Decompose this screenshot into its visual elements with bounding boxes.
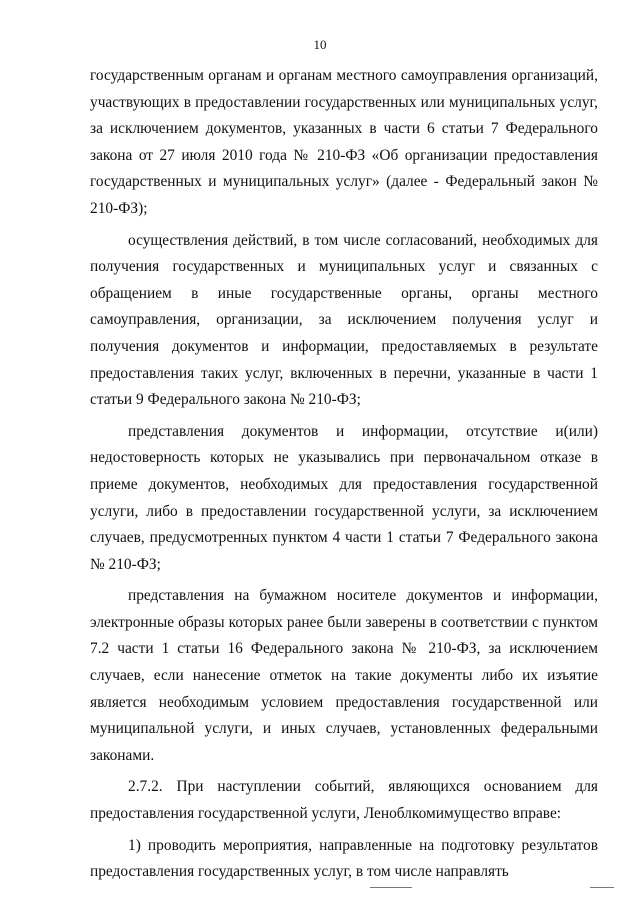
paragraph-2: осуществления действий, в том числе согласований, необходимых для получения государственных и муниципальных услуг и связанных с обращением в иные государственные органы, органы местного самоуправления, организации, за исключением получения услуг и получения документов и информации, предоставляемых в результате предоставления таких услуг, включенных в перечни, указанные в части 1 статьи 9 Федерального закона № 210-ФЗ; (90, 231, 598, 409)
document-body (90, 63, 598, 886)
paragraph-5: 2.7.2. При наступлении событий, являющихся основанием для предоставления государственной услуги, Леноблкомимущество вправе: (90, 778, 598, 823)
paragraph-4: представления на бумажном носителе документов и информации, электронные образы которых ранее были заверены в соответствии с пунктом 7.2 части 1 статьи 16 Федерального закона № 210-ФЗ, за исключением случаев, если нанесение отметок на такие документы либо их изъятие является необходимым условием предоставления государственной или муниципальной услуги, и иных случаев, установленных федеральными законами. (90, 587, 598, 764)
scan-artifact-line-right (590, 887, 614, 888)
paragraph-6: 1) проводить мероприятия, направленные на подготовку результатов предоставления государственных услуг, в том числе направлять (90, 836, 598, 881)
scan-artifact-line-left (370, 887, 412, 888)
paragraph-3: представления документов и информации, отсутствие и(или) недостоверность которых не указывались при первоначальном отказе в приеме документов, необходимых для предоставления государственной услуги, либо в предоставлении государственной услуги, за исключением случаев, предусмотренных пунктом 4 части 1 статьи 7 Федерального закона № 210-ФЗ; (90, 422, 598, 573)
paragraph-1: государственным органам и органам местного самоуправления организаций, участвующих в предоставлении государственных или муниципальных услуг, за исключением документов, указанных в части 6 статьи 7 Федерального закона от 27 июля 2010 года № 210-ФЗ «Об организации предоставления государственных и муниципальных услуг» (далее - Федеральный закон № 210-ФЗ); (90, 67, 598, 217)
page-number: 10 (313, 37, 327, 52)
